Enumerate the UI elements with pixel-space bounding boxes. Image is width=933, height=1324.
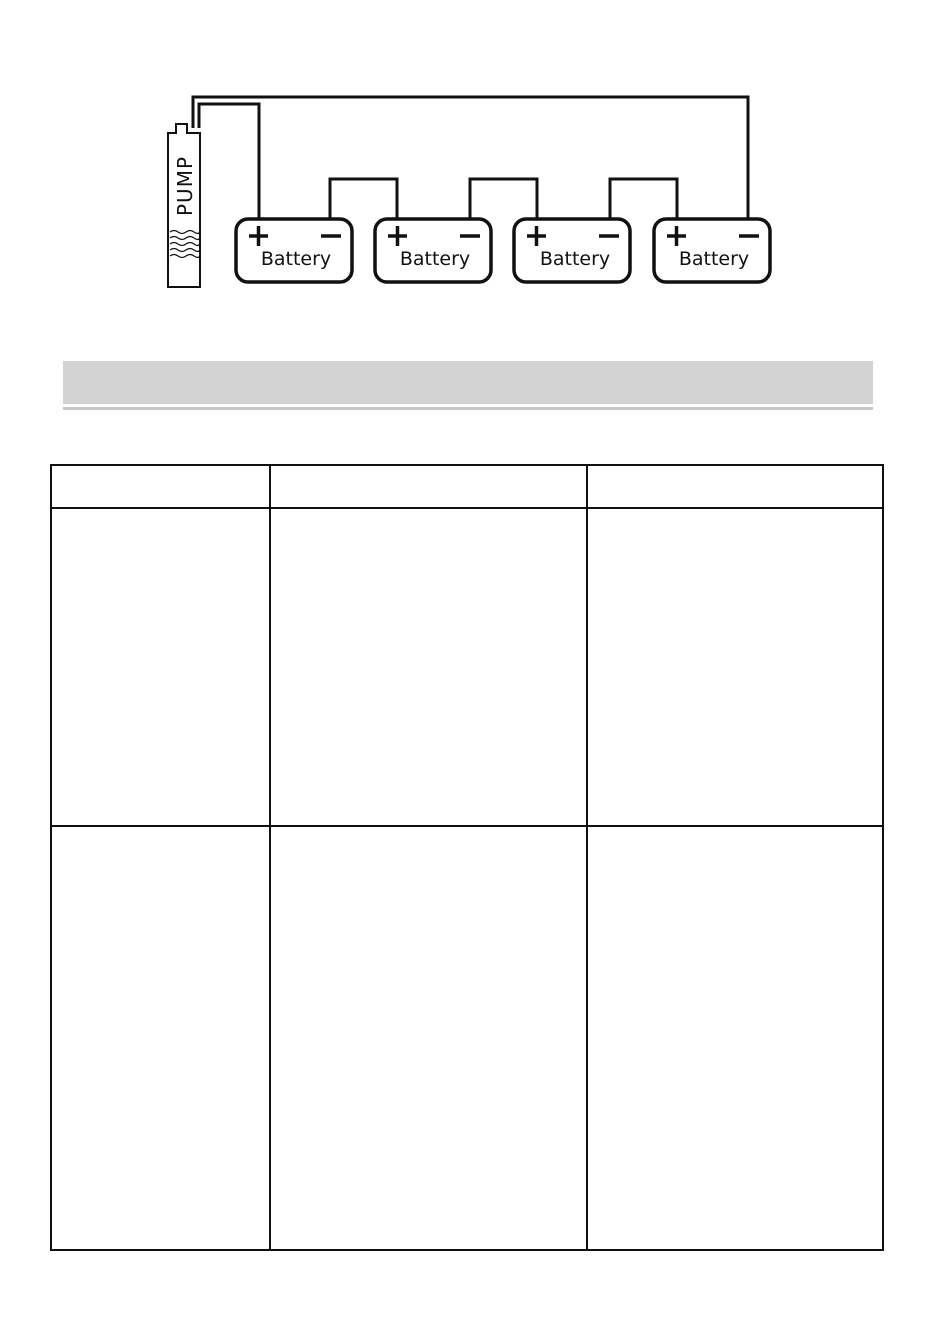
battery-2 <box>375 219 491 282</box>
wire-battery-1-to-2 <box>330 179 397 221</box>
battery-1 <box>236 219 352 282</box>
wire-battery-2-to-3 <box>470 179 537 221</box>
pump <box>168 124 200 287</box>
spec-table <box>50 464 884 1251</box>
table-cell <box>270 465 587 508</box>
section-header-bar <box>63 361 873 404</box>
section-divider <box>63 407 873 410</box>
table-row <box>51 508 883 826</box>
battery-3 <box>514 219 630 282</box>
wiring-diagram <box>0 0 933 330</box>
table-cell <box>51 465 270 508</box>
table-cell <box>51 826 270 1250</box>
table-header-row <box>51 465 883 508</box>
wire-pump-to-first-positive <box>199 104 259 221</box>
wires <box>193 97 748 221</box>
battery-label: Battery <box>678 248 750 270</box>
table-cell <box>587 508 883 826</box>
battery-label: Battery <box>260 248 332 270</box>
table-row <box>51 826 883 1250</box>
table-cell <box>270 508 587 826</box>
table-cell <box>270 826 587 1250</box>
table-cell <box>51 508 270 826</box>
wire-battery-3-to-4 <box>610 179 677 221</box>
battery-label: Battery <box>539 248 611 270</box>
pump-label: PUMP <box>173 155 197 217</box>
table-cell <box>587 465 883 508</box>
battery-label: Battery <box>399 248 471 270</box>
table-cell <box>587 826 883 1250</box>
battery-4 <box>654 219 770 282</box>
